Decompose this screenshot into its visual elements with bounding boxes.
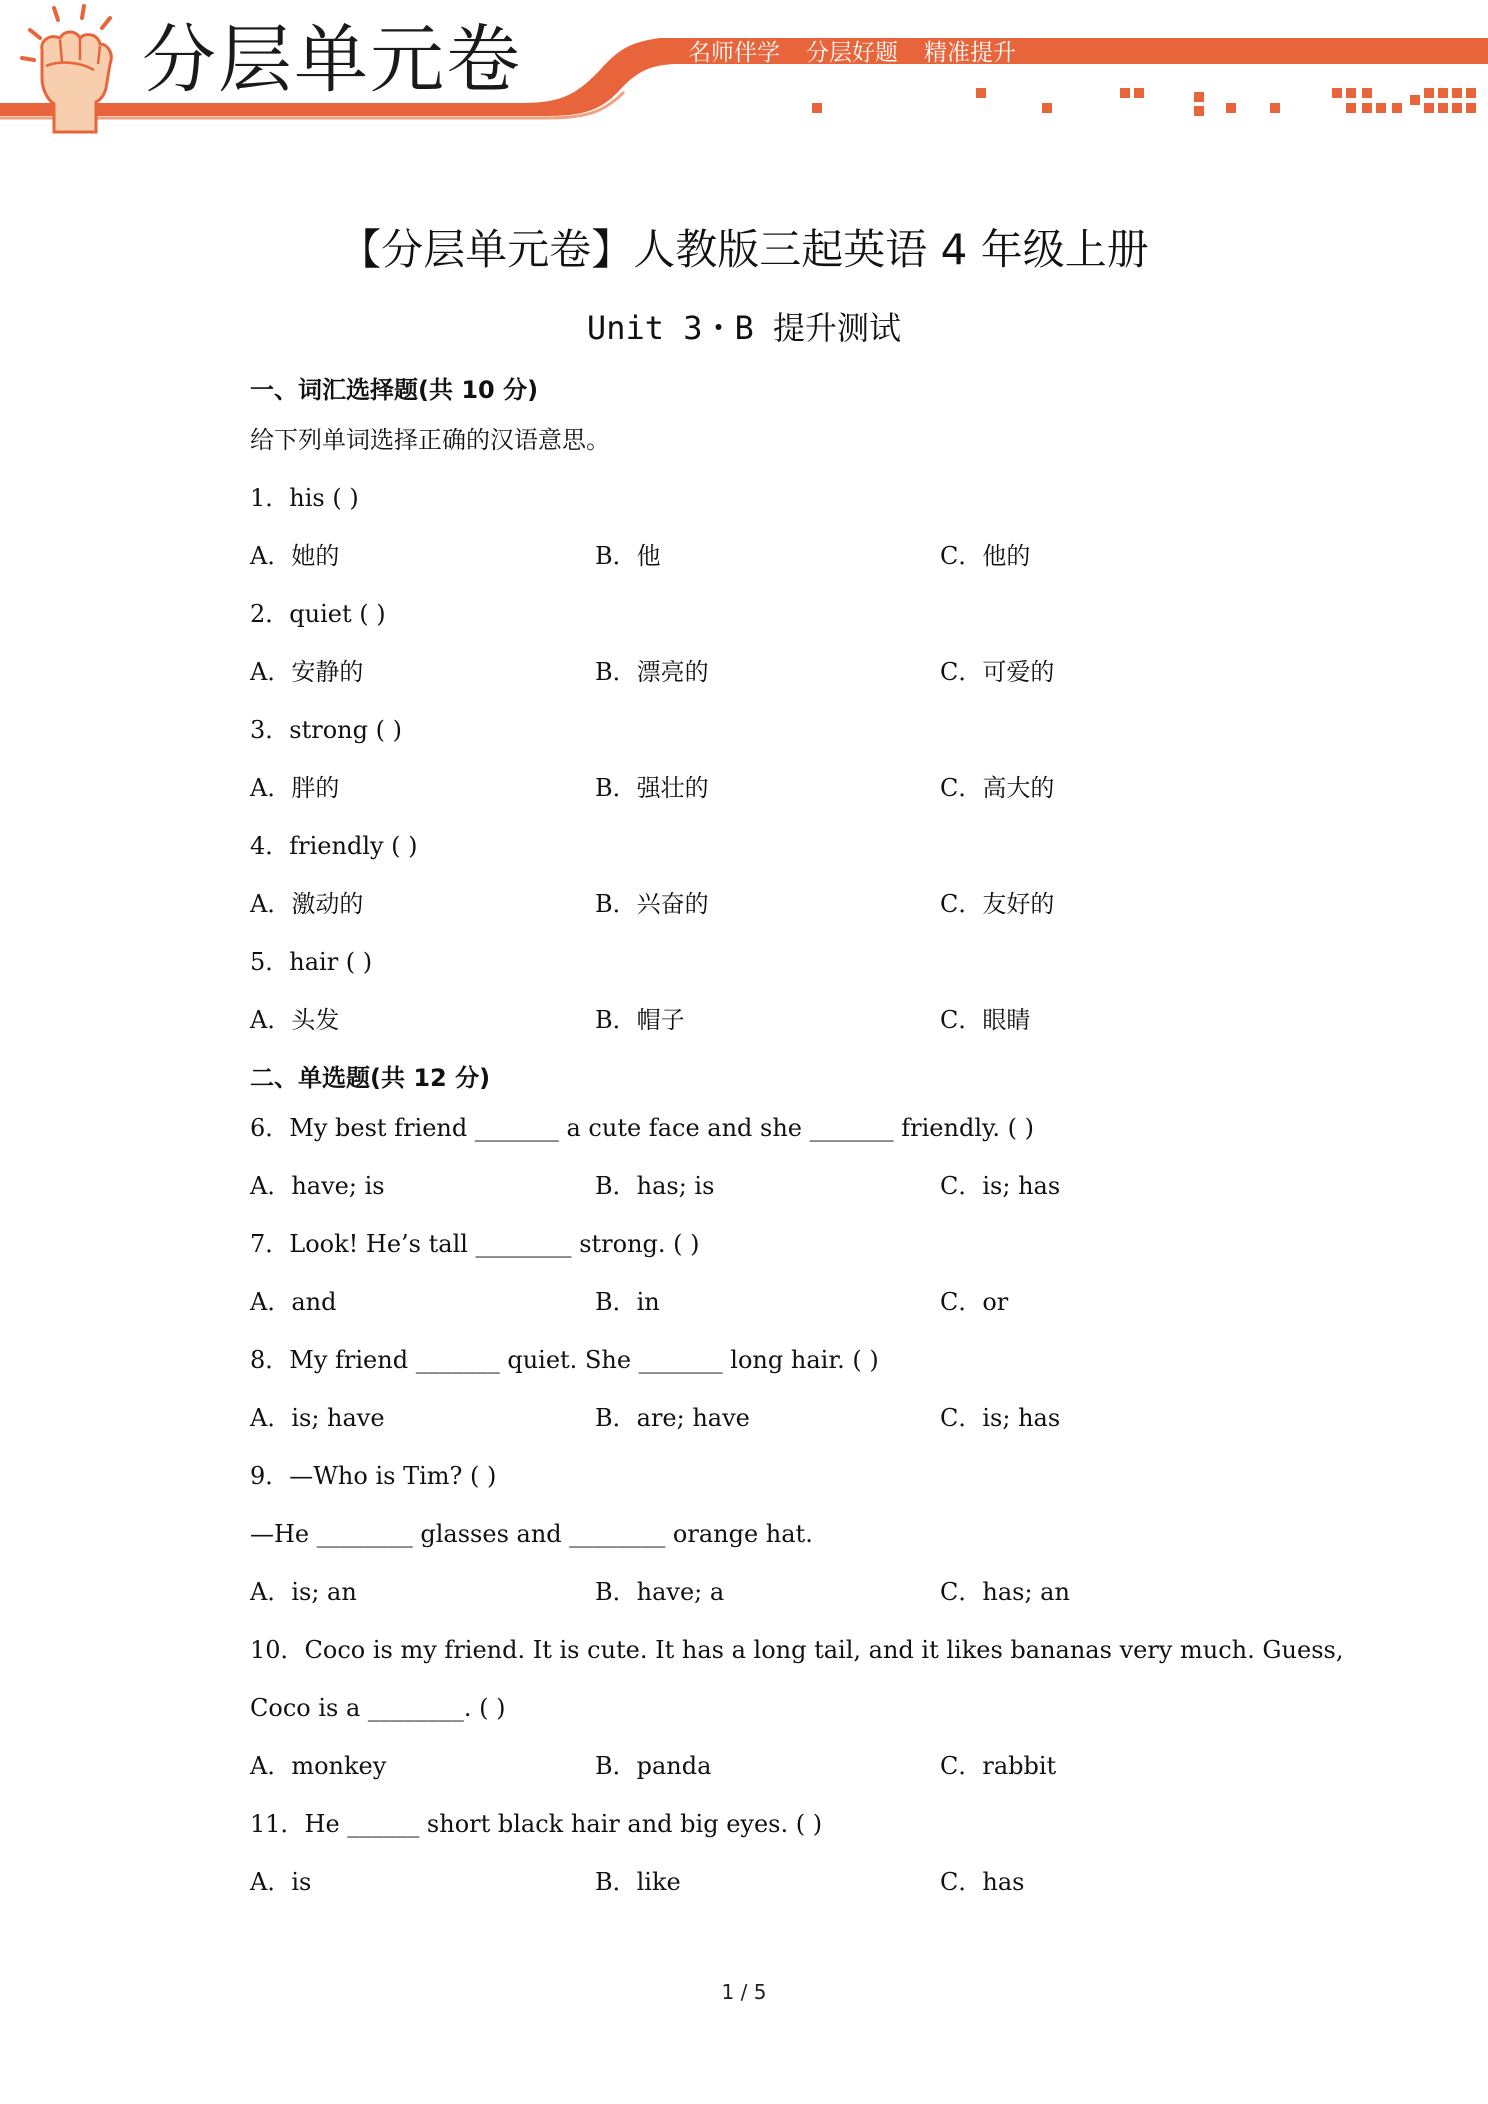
options-row — [250, 768, 1250, 826]
answer-option: C．高大的 — [940, 774, 1055, 802]
document-title: 【分层单元卷】人教版三起英语 4 年级上册 — [339, 225, 1149, 274]
question-stem: Coco is a ________. ( ) — [250, 1694, 506, 1722]
question-stem: 1．his ( ) — [250, 484, 359, 512]
answer-option: C．or — [940, 1288, 1009, 1316]
answer-option: B．have; a — [595, 1578, 725, 1606]
question-stem: 9．—Who is Tim? ( ) — [250, 1462, 497, 1490]
answer-option: B．panda — [595, 1752, 712, 1780]
answer-option: B．like — [595, 1868, 681, 1896]
answer-option: A．头发 — [250, 1006, 340, 1034]
section-heading: 二、单选题(共 12 分) — [250, 1064, 491, 1092]
answer-option: C．has — [940, 1868, 1025, 1896]
question-stem: 10．Coco is my friend. It is cute. It has a long tail, and it likes bananas very much. Guess, — [250, 1636, 1344, 1664]
question-content — [250, 370, 1344, 1920]
question-stem: 7．Look! He’s tall ________ strong. ( ) — [250, 1230, 700, 1258]
fist-icon — [10, 0, 140, 135]
answer-option: B．are; have — [595, 1404, 750, 1432]
options-row — [250, 1746, 1250, 1804]
options-row — [250, 1398, 1250, 1456]
header-slogan — [688, 36, 1042, 70]
answer-option: A．激动的 — [250, 890, 364, 918]
question-stem: 2．quiet ( ) — [250, 600, 386, 628]
question-stem: 5．hair ( ) — [250, 948, 373, 976]
section-instruction: 给下列单词选择正确的汉语意思。 — [250, 426, 610, 454]
options-row — [250, 1862, 1250, 1920]
brand-title: 分层单元卷 — [142, 17, 522, 103]
slogan-item: 精准提升 — [924, 40, 1016, 66]
answer-option: A．is; have — [250, 1404, 385, 1432]
section-heading: 一、词汇选择题(共 10 分) — [250, 376, 539, 404]
slogan-item: 名师伴学 — [688, 40, 780, 66]
options-row — [250, 1572, 1250, 1630]
question-stem: 6．My best friend _______ a cute face and she _______ friendly. ( ) — [250, 1114, 1034, 1142]
answer-option: B．帽子 — [595, 1006, 685, 1034]
answer-option: A．is — [250, 1868, 312, 1896]
answer-option: C．is; has — [940, 1404, 1061, 1432]
answer-option: A．胖的 — [250, 774, 340, 802]
options-row — [250, 652, 1250, 710]
options-row — [250, 1282, 1250, 1340]
options-row — [250, 1166, 1250, 1224]
question-stem: 3．strong ( ) — [250, 716, 402, 744]
page-header — [0, 0, 1488, 135]
answer-option: C．has; an — [940, 1578, 1070, 1606]
answer-option: B．in — [595, 1288, 660, 1316]
answer-option: A．monkey — [250, 1752, 387, 1780]
answer-option: C．rabbit — [940, 1752, 1057, 1780]
answer-option: C．可爱的 — [940, 658, 1055, 686]
question-stem: 11．He ______ short black hair and big eyes. ( ) — [250, 1810, 823, 1838]
answer-option: C．眼睛 — [940, 1006, 1031, 1034]
document-subtitle: Unit 3・B 提升测试 — [586, 309, 902, 347]
page-number: 1 / 5 — [721, 1980, 767, 2004]
question-stem: 8．My friend _______ quiet. She _______ long hair. ( ) — [250, 1346, 879, 1374]
answer-option: C．is; has — [940, 1172, 1061, 1200]
answer-option: A．她的 — [250, 542, 340, 570]
answer-option: A．is; an — [250, 1578, 357, 1606]
options-row — [250, 536, 1250, 594]
options-row — [250, 884, 1250, 942]
slogan-item: 分层好题 — [806, 40, 898, 66]
answer-option: A．and — [250, 1288, 337, 1316]
answer-option: B．兴奋的 — [595, 890, 709, 918]
answer-option: B．has; is — [595, 1172, 715, 1200]
answer-option: C．友好的 — [940, 890, 1055, 918]
answer-option: A．have; is — [250, 1172, 385, 1200]
question-stem: —He ________ glasses and ________ orange hat. — [250, 1520, 813, 1548]
answer-option: A．安静的 — [250, 658, 364, 686]
answer-option: C．他的 — [940, 542, 1031, 570]
answer-option: B．强壮的 — [595, 774, 709, 802]
answer-option: B．漂亮的 — [595, 658, 709, 686]
answer-option: B．他 — [595, 542, 661, 570]
options-row — [250, 1000, 1250, 1058]
question-stem: 4．friendly ( ) — [250, 832, 418, 860]
